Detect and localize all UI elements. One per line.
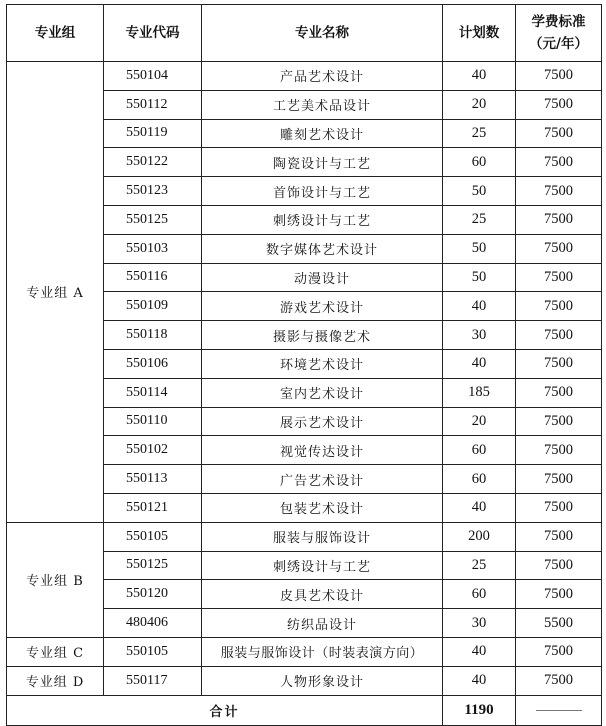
fee-cell: 7500: [516, 177, 602, 206]
name-cell: 雕刻艺术设计: [202, 119, 443, 148]
code-cell: 550105: [104, 522, 202, 551]
plan-cell: 20: [443, 407, 516, 436]
fee-cell: 7500: [516, 349, 602, 378]
code-cell: 550109: [104, 292, 202, 321]
fee-cell: 7500: [516, 551, 602, 580]
header-fee-line1: 学费标准: [531, 14, 586, 30]
table-row: [7, 62, 602, 91]
code-cell: 550114: [104, 378, 202, 407]
code-cell: 550112: [104, 90, 202, 119]
code-cell: 550103: [104, 234, 202, 263]
plan-cell: 200: [443, 522, 516, 551]
plan-cell: 30: [443, 321, 516, 350]
plan-cell: 60: [443, 436, 516, 465]
header-fee: [516, 5, 602, 62]
plan-cell: 185: [443, 378, 516, 407]
fee-cell: 7500: [516, 493, 602, 522]
header-plan: 计划数: [443, 5, 516, 62]
plan-cell: 40: [443, 62, 516, 91]
total-label: 合计: [7, 695, 443, 725]
fee-cell: 5500: [516, 609, 602, 638]
fee-cell: 7500: [516, 407, 602, 436]
plan-cell: 25: [443, 551, 516, 580]
plan-cell: 25: [443, 119, 516, 148]
fee-cell: 7500: [516, 436, 602, 465]
plan-cell: 50: [443, 234, 516, 263]
fee-cell: 7500: [516, 205, 602, 234]
name-cell: 视觉传达设计: [202, 436, 443, 465]
name-cell: 产品艺术设计: [202, 62, 443, 91]
fee-cell: 7500: [516, 666, 602, 695]
name-cell: 刺绣设计与工艺: [202, 551, 443, 580]
code-cell: 550102: [104, 436, 202, 465]
table-row: [7, 637, 602, 666]
total-fee-cell: [516, 695, 602, 725]
name-cell: 皮具艺术设计: [202, 580, 443, 609]
code-cell: 550113: [104, 465, 202, 494]
code-cell: 550122: [104, 148, 202, 177]
fee-cell: 7500: [516, 119, 602, 148]
fee-cell: 7500: [516, 292, 602, 321]
table-row: [7, 666, 602, 695]
code-cell: 550123: [104, 177, 202, 206]
name-cell: 人物形象设计: [202, 666, 443, 695]
fee-cell: 7500: [516, 580, 602, 609]
name-cell: 游戏艺术设计: [202, 292, 443, 321]
code-cell: 550119: [104, 119, 202, 148]
code-cell: 550110: [104, 407, 202, 436]
group-cell-d: 专业组 D: [7, 666, 104, 695]
fee-cell: 7500: [516, 321, 602, 350]
header-name: 专业名称: [202, 5, 443, 62]
plan-cell: 40: [443, 666, 516, 695]
plan-cell: 40: [443, 493, 516, 522]
name-cell: 数字媒体艺术设计: [202, 234, 443, 263]
name-cell: 刺绣设计与工艺: [202, 205, 443, 234]
name-cell: 首饰设计与工艺: [202, 177, 443, 206]
header-code: 专业代码: [104, 5, 202, 62]
fee-cell: 7500: [516, 637, 602, 666]
name-cell: 室内艺术设计: [202, 378, 443, 407]
fee-cell: 7500: [516, 465, 602, 494]
name-cell: 展示艺术设计: [202, 407, 443, 436]
code-cell: 550120: [104, 580, 202, 609]
total-row: [7, 695, 602, 725]
enrollment-plan-table: [6, 4, 602, 726]
code-cell: 550105: [104, 637, 202, 666]
fee-cell: 7500: [516, 90, 602, 119]
name-cell: 动漫设计: [202, 263, 443, 292]
name-cell: 摄影与摄像艺术: [202, 321, 443, 350]
plan-cell: 40: [443, 349, 516, 378]
code-cell: 550116: [104, 263, 202, 292]
plan-cell: 40: [443, 637, 516, 666]
code-cell: 480406: [104, 609, 202, 638]
fee-cell: 7500: [516, 234, 602, 263]
name-cell: 纺织品设计: [202, 609, 443, 638]
name-cell: 工艺美术品设计: [202, 90, 443, 119]
name-cell: 环境艺术设计: [202, 349, 443, 378]
fee-cell: 7500: [516, 378, 602, 407]
name-cell: 服装与服饰设计: [202, 522, 443, 551]
code-cell: 550106: [104, 349, 202, 378]
name-cell: 陶瓷设计与工艺: [202, 148, 443, 177]
group-cell-a: 专业组 A: [7, 62, 104, 523]
code-cell: 550125: [104, 551, 202, 580]
code-cell: 550125: [104, 205, 202, 234]
plan-cell: 40: [443, 292, 516, 321]
group-cell-c: 专业组 C: [7, 637, 104, 666]
code-cell: 550118: [104, 321, 202, 350]
fee-cell: 7500: [516, 62, 602, 91]
name-cell: 包装艺术设计: [202, 493, 443, 522]
plan-cell: 60: [443, 148, 516, 177]
name-cell: 广告艺术设计: [202, 465, 443, 494]
code-cell: 550104: [104, 62, 202, 91]
code-cell: 550117: [104, 666, 202, 695]
plan-cell: 20: [443, 90, 516, 119]
group-cell-b: 专业组 B: [7, 522, 104, 637]
empty-dash: [536, 710, 582, 711]
header-group: 专业组: [7, 5, 104, 62]
fee-cell: 7500: [516, 522, 602, 551]
name-cell: 服装与服饰设计（时装表演方向）: [202, 637, 443, 666]
plan-cell: 25: [443, 205, 516, 234]
plan-cell: 30: [443, 609, 516, 638]
plan-cell: 50: [443, 177, 516, 206]
table-row: [7, 522, 602, 551]
plan-cell: 60: [443, 580, 516, 609]
plan-cell: 50: [443, 263, 516, 292]
code-cell: 550121: [104, 493, 202, 522]
table-header-row: [7, 5, 602, 62]
plan-cell: 60: [443, 465, 516, 494]
total-plan: 1190: [443, 695, 516, 725]
header-fee-line2: （元/年）: [529, 36, 588, 52]
fee-cell: 7500: [516, 148, 602, 177]
fee-cell: 7500: [516, 263, 602, 292]
